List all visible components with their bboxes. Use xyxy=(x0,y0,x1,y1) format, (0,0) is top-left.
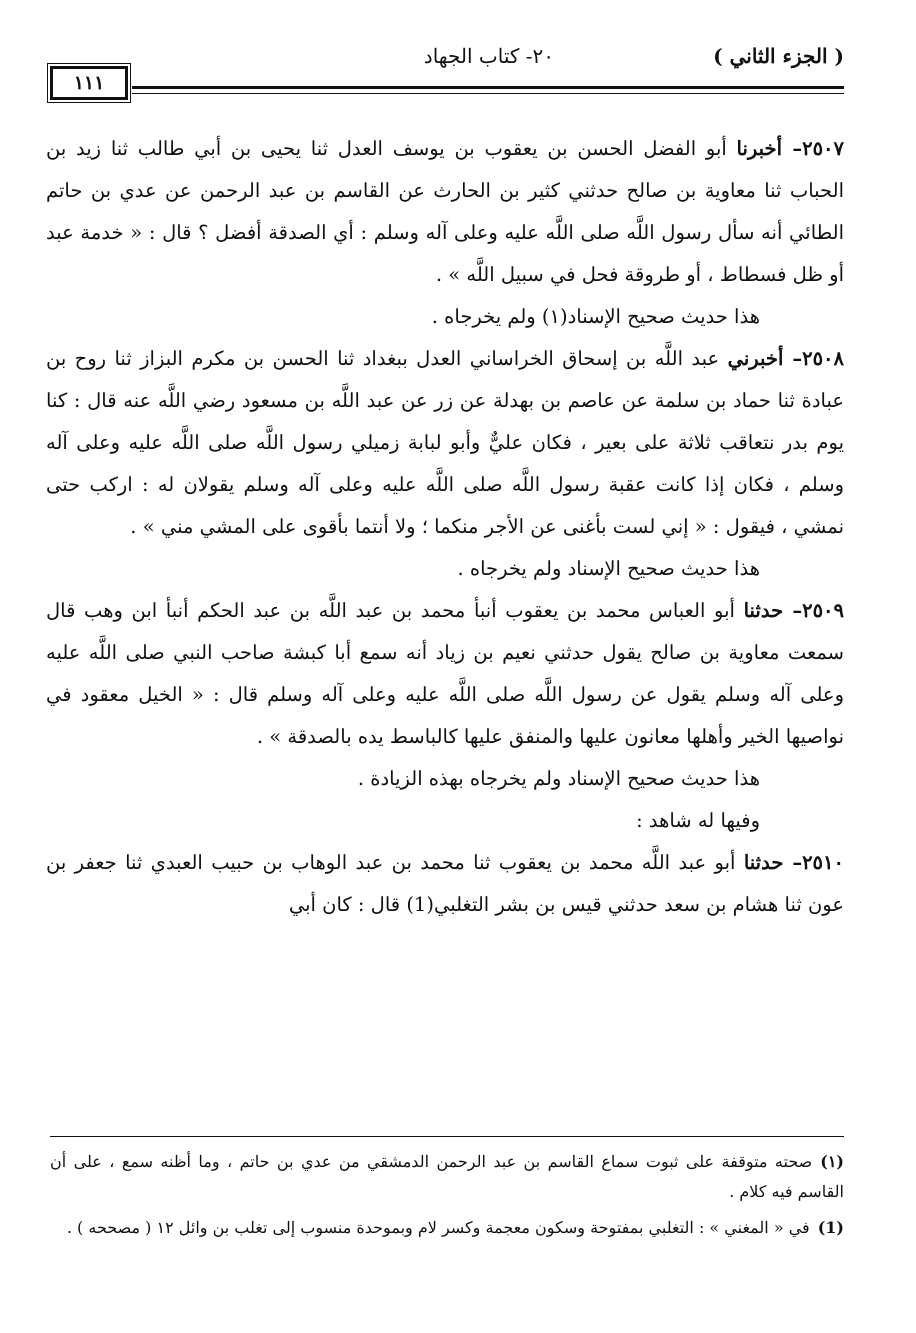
transmission-verb: حدثنا xyxy=(743,599,784,622)
footnote-text: صحته متوقفة على ثبوت سماع القاسم بن عبد الرحمن الدمشقي من عدي بن حاتم ، وما أظنه سمع ، على أن القاسم فيه كلام . xyxy=(50,1152,844,1201)
hadith-2509: ٢٥٠٩– حدثنا أبو العباس محمد بن يعقوب أنبأ محمد بن عبد اللَّه بن عبد الحكم أنبأ ابن وهب قال سمعت معاوية بن صالح يقول حدثني نعيم بن زياد أنه سمع أبا كبشة صاحب النبي صلى اللَّه عليه وعلى آله وسلم يقول عن رسول اللَّه صلى اللَّه عليه وعلى آله وسلم قال : « الخيل معقود في نواصيها الخير وأهلها معانون عليها والمنفق عليها كالباسط يده بالصدقة » . xyxy=(46,599,844,748)
running-header xyxy=(50,40,844,74)
hadith-2507: ٢٥٠٧– أخبرنا أبو الفضل الحسن بن يعقوب بن يوسف العدل ثنا يحيى بن أبي طالب ثنا زيد بن الحباب ثنا معاوية بن صالح حدثني كثير بن الحارث عن القاسم بن عبد الرحمن عن عدي بن حاتم الطائي أنه سأل رسول اللَّه صلى اللَّه عليه وعلى آله وسلم : أي الصدقة أفضل ؟ قال : « خدمة عبد أو ظل فسطاط ، أو طروقة فحل في سبيل اللَّه » . xyxy=(46,137,844,286)
hadith-number: ٢٥١٠ xyxy=(802,851,844,874)
main-text xyxy=(46,128,844,926)
hadith-text: أبو عبد اللَّه محمد بن يعقوب ثنا محمد بن عبد الوهاب بن حبيب العبدي ثنا جعفر بن عون ثنا هشام بن سعد حدثني قيس بن بشر التغلبي(1) قال : كان أبي xyxy=(46,851,844,916)
hadith-ruling: هذا حديث صحيح الإسناد ولم يخرجاه . xyxy=(457,557,760,580)
hadith-ruling: هذا حديث صحيح الإسناد ولم يخرجاه بهذه الزيادة . xyxy=(357,767,760,790)
footnote xyxy=(50,1213,844,1243)
page-number: ١١١ xyxy=(50,66,128,100)
hadith-2510: ٢٥١٠– حدثنا أبو عبد اللَّه محمد بن يعقوب ثنا محمد بن عبد الوهاب بن حبيب العبدي ثنا جعفر بن عون ثنا هشام بن سعد حدثني قيس بن بشر التغلبي(1) قال : كان أبي xyxy=(46,851,844,916)
volume-label: ( الجزء الثاني ) xyxy=(713,44,844,68)
hadith-ruling: هذا حديث صحيح الإسناد(١) ولم يخرجاه . xyxy=(431,305,760,328)
footnotes xyxy=(50,1136,844,1249)
footnote-label: (1) xyxy=(817,1218,844,1237)
transmission-verb: أخبرني xyxy=(727,347,784,370)
hadith-number: ٢٥٠٨ xyxy=(802,347,845,370)
hadith-number: ٢٥٠٧ xyxy=(802,137,844,160)
transmission-verb: حدثنا xyxy=(743,851,784,874)
supporting-note: وفيها له شاهد : xyxy=(636,809,760,832)
footnote-text: في « المغني » : التغلبي بمفتوحة وسكون معجمة وكسر لام وبموحدة منسوب إلى تغلب بن وائل ١٢ ( مصححه ) . xyxy=(66,1218,810,1237)
footnote-label: (١) xyxy=(820,1152,844,1171)
hadith-text: أبو العباس محمد بن يعقوب أنبأ محمد بن عبد اللَّه بن عبد الحكم أنبأ ابن وهب قال سمعت معاوية بن صالح يقول حدثني نعيم بن زياد أنه سمع أبا كبشة صاحب النبي صلى اللَّه عليه وعلى آله وسلم يقول عن رسول اللَّه صلى اللَّه عليه وعلى آله وسلم قال : « الخيل معقود في نواصيها الخير وأهلها معانون عليها والمنفق عليها كالباسط يده بالصدقة » . xyxy=(46,599,844,748)
hadith-text: عبد اللَّه بن إسحاق الخراساني العدل ببغداد ثنا الحسن بن مكرم البزاز ثنا روح بن عبادة ثنا حماد بن سلمة عن عاصم بن بهدلة عن زر عن عبد اللَّه بن مسعود رضي اللَّه عنه قال : كنا يوم بدر نتعاقب ثلاثة على بعير ، فكان عليٌّ وأبو لبابة زميلي رسول اللَّه صلى اللَّه عليه وعلى آله وسلم ، فكان إذا كانت عقبة رسول اللَّه صلى اللَّه عليه وعلى آله وسلم يقولان له : اركب حتى نمشي ، فيقول : « إني لست بأغنى عن الأجر منكما ؛ ولا أنتما بأقوى على المشي مني » . xyxy=(46,347,844,538)
hadith-number: ٢٥٠٩ xyxy=(802,599,844,622)
transmission-verb: أخبرنا xyxy=(736,137,783,160)
header-rule xyxy=(132,86,844,94)
hadith-text: أبو الفضل الحسن بن يعقوب بن يوسف العدل ثنا يحيى بن أبي طالب ثنا زيد بن الحباب ثنا معاوية بن صالح حدثني كثير بن الحارث عن القاسم بن عبد الرحمن عن عدي بن حاتم الطائي أنه سأل رسول اللَّه صلى اللَّه عليه وعلى آله وسلم : أي الصدقة أفضل ؟ قال : « خدمة عبد أو ظل فسطاط ، أو طروقة فحل في سبيل اللَّه » . xyxy=(46,137,844,286)
hadith-2508: ٢٥٠٨– أخبرني عبد اللَّه بن إسحاق الخراساني العدل ببغداد ثنا الحسن بن مكرم البزاز ثنا روح بن عبادة ثنا حماد بن سلمة عن عاصم بن بهدلة عن زر عن عبد اللَّه بن مسعود رضي اللَّه عنه قال : كنا يوم بدر نتعاقب ثلاثة على بعير ، فكان عليٌّ وأبو لبابة زميلي رسول اللَّه صلى اللَّه عليه وعلى آله وسلم ، فكان إذا كانت عقبة رسول اللَّه صلى اللَّه عليه وعلى آله وسلم يقولان له : اركب حتى نمشي ، فيقول : « إني لست بأغنى عن الأجر منكما ؛ ولا أنتما بأقوى على المشي مني » . xyxy=(46,347,845,538)
chapter-title: ٢٠- كتاب الجهاد xyxy=(423,44,554,68)
footnote xyxy=(50,1147,844,1207)
